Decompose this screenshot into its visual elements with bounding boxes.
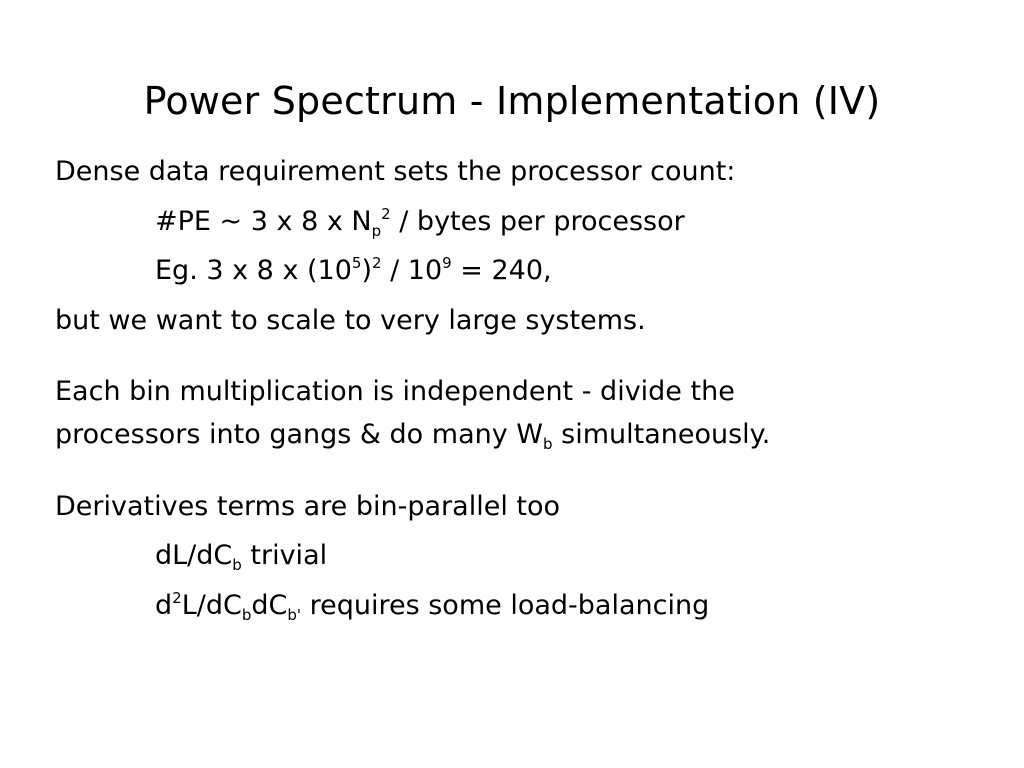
second-derivative-superscript: 2 (172, 589, 182, 607)
example-prefix: Eg. 3 x 8 x (10 (155, 255, 352, 286)
first-derivative-prefix: dL/dC (155, 540, 233, 571)
gangs-suffix: simultaneously. (552, 419, 771, 450)
gangs-prefix: processors into gangs & do many W (55, 419, 544, 450)
pe-formula-prefix: #PE ~ 3 x 8 x N (155, 206, 372, 237)
example-divide: / 10 (381, 255, 443, 286)
example-nine-exponent: 9 (442, 254, 452, 272)
dense-data-line: Dense data requirement sets the processor count: (55, 156, 736, 187)
second-derivative-d: d (155, 590, 173, 621)
first-derivative-line (155, 539, 327, 573)
slide-title: Power Spectrum - Implementation (IV) (143, 79, 881, 123)
second-derivative-line (155, 589, 709, 623)
first-derivative-subscript: b (232, 556, 242, 574)
second-derivative-subscript-b: b (241, 606, 252, 624)
second-derivative-suffix: requires some load-balancing (301, 590, 710, 621)
derivatives-line: Derivatives terms are bin-parallel too (55, 491, 561, 522)
bin-independent-line: Each bin multiplication is independent - divide the (55, 376, 735, 407)
first-derivative-suffix: trivial (241, 540, 328, 571)
second-derivative-subscript-b-prime: b' (287, 606, 302, 624)
scale-line: but we want to scale to very large systems. (55, 305, 646, 336)
example-result: = 240, (451, 255, 552, 286)
pe-formula-superscript: 2 (381, 205, 391, 223)
gangs-subscript: b (543, 435, 553, 453)
second-derivative-middle: L/dC (181, 590, 242, 621)
pe-formula-suffix: / bytes per processor (390, 206, 685, 237)
example-close-paren: ) (361, 255, 372, 286)
second-derivative-dc: dC (251, 590, 288, 621)
gangs-line (55, 418, 770, 452)
pe-formula-subscript: p (371, 222, 382, 240)
processor-count-formula (155, 205, 685, 239)
example-calculation (155, 254, 552, 288)
example-inner-exponent: 5 (351, 254, 362, 272)
example-outer-exponent: 2 (372, 254, 382, 272)
